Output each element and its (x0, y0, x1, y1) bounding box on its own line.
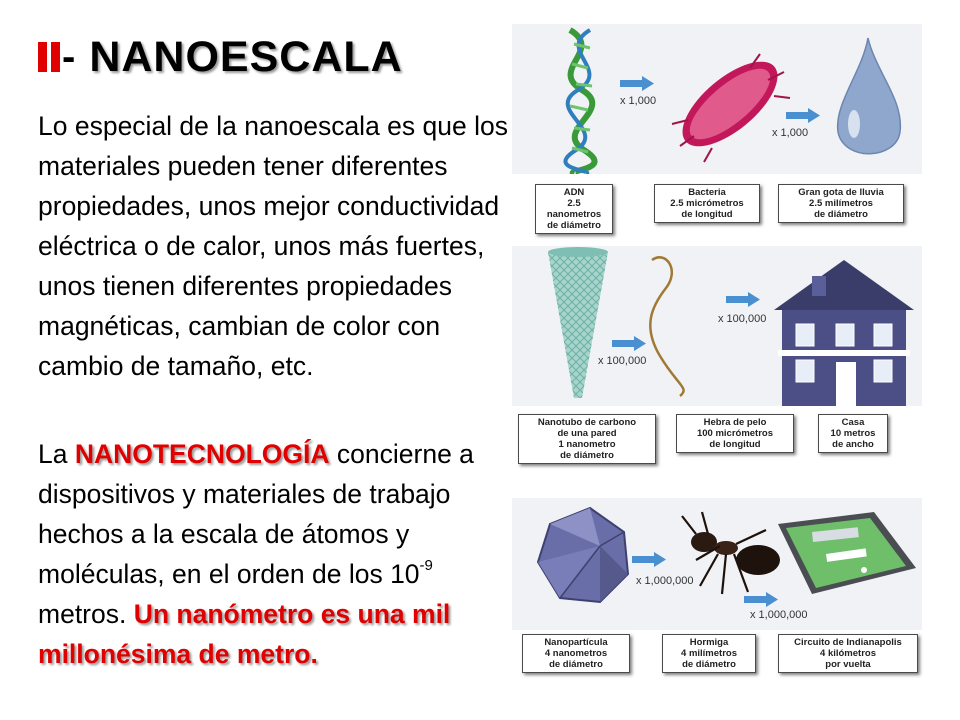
label-text: de diámetro (814, 209, 868, 220)
scene-2-art (512, 246, 922, 406)
label-text: 100 micrómetros (696, 428, 774, 439)
label-text: 4 nanometros (544, 648, 608, 659)
label-text: Bacteria (688, 187, 726, 198)
arrow-icon (612, 336, 646, 351)
nanoparticle-icon (538, 508, 628, 602)
label-text: 2.5 micrómetros (670, 198, 744, 209)
scene-3-art (512, 498, 922, 630)
paragraph-nanotechnology (38, 434, 508, 674)
raindrop-icon (838, 38, 901, 154)
label-house (818, 414, 888, 453)
slide-title-row (38, 34, 403, 80)
nanotechnology-term: NANOTECNOLOGÍA (74, 439, 330, 469)
house-icon (774, 260, 914, 406)
label-text: de una pared (557, 428, 617, 439)
arrow-icon (632, 552, 666, 567)
arrow-icon (620, 76, 654, 91)
label-text: de ancho (832, 439, 874, 450)
scale-panel-3 (512, 498, 922, 698)
arrow-icon (726, 292, 760, 307)
p2-body: concierne a dispositivos y materiales de trabajo hechos a la escala de átomos y moléculas, en el orden de los 10 (38, 439, 474, 589)
label-dna (535, 184, 613, 234)
label-text: Casa (841, 417, 865, 428)
multiplier-2b: x 100,000 (718, 313, 767, 325)
label-text: Gran gota de lluvia (798, 187, 884, 198)
scene-1 (512, 24, 922, 174)
label-text: 4 milímetros (681, 648, 737, 659)
label-text: Circuito de Indianapolis (794, 637, 902, 648)
arrow-icon (744, 592, 778, 607)
label-nanotube (518, 414, 656, 464)
label-text: 2.5 milímetros (809, 198, 873, 209)
label-text: de diámetro (682, 659, 736, 670)
label-text: 4 kilómetros (820, 648, 876, 659)
label-text: de diámetro (549, 659, 603, 670)
bacteria-icon (669, 47, 791, 162)
title-dash: - (62, 35, 76, 79)
label-text: 2.5 nanometros (546, 198, 602, 220)
label-indianapolis (778, 634, 918, 673)
label-ant (662, 634, 756, 673)
scale-panel-2 (512, 246, 922, 478)
p2-prefix: La (38, 439, 75, 469)
multiplier-3b: x 1,000,000 (750, 609, 808, 621)
p2-exponent: -9 (419, 557, 433, 574)
multiplier-1a: x 1,000 (620, 95, 657, 107)
label-text: Hormiga (689, 637, 729, 648)
label-text: por vuelta (825, 659, 871, 670)
multiplier-1b: x 1,000 (772, 127, 809, 139)
scale-panel-1 (512, 24, 922, 240)
nanometer-definition: Un nanómetro es una mil millonésima de metro. (38, 599, 451, 669)
arrow-icon (786, 108, 820, 123)
label-hair (676, 414, 794, 453)
multiplier-2a: x 100,000 (598, 355, 647, 367)
hair-strand-icon (650, 257, 683, 396)
label-text: de longitud (709, 439, 761, 450)
section-bullet-icon (38, 42, 60, 72)
label-text: ADN (563, 187, 585, 198)
label-text: de diámetro (547, 220, 601, 231)
label-text: 10 metros (830, 428, 876, 439)
label-bacteria (654, 184, 760, 223)
nanotube-icon (548, 247, 608, 398)
label-text: Nanopartícula (544, 637, 608, 648)
label-text: de longitud (681, 209, 733, 220)
label-text: Nanotubo de carbono (537, 417, 637, 428)
label-raindrop (778, 184, 904, 223)
slide-title: NANOESCALA (89, 33, 403, 81)
label-text: Hebra de pelo (703, 417, 767, 428)
scene-2 (512, 246, 922, 406)
label-nanoparticle (522, 634, 630, 673)
label-text: 1 nanometro (558, 439, 616, 450)
scene-1-art (512, 24, 922, 174)
dna-icon (565, 30, 594, 174)
ant-icon (682, 512, 780, 594)
p2-units: metros. (38, 599, 134, 629)
multiplier-3a: x 1,000,000 (636, 575, 694, 587)
paragraph-nanoscale: Lo especial de la nanoescala es que los materiales pueden tener diferentes propiedades, unos mejor conductividad eléctrica o de calor, unos más fuertes, unos tienen diferentes propiedades magnéticas, cambian de color con cambio de tamaño, etc. (38, 111, 508, 381)
label-text: de diámetro (560, 450, 614, 461)
race-circuit-icon (778, 512, 916, 594)
scene-3 (512, 498, 922, 630)
